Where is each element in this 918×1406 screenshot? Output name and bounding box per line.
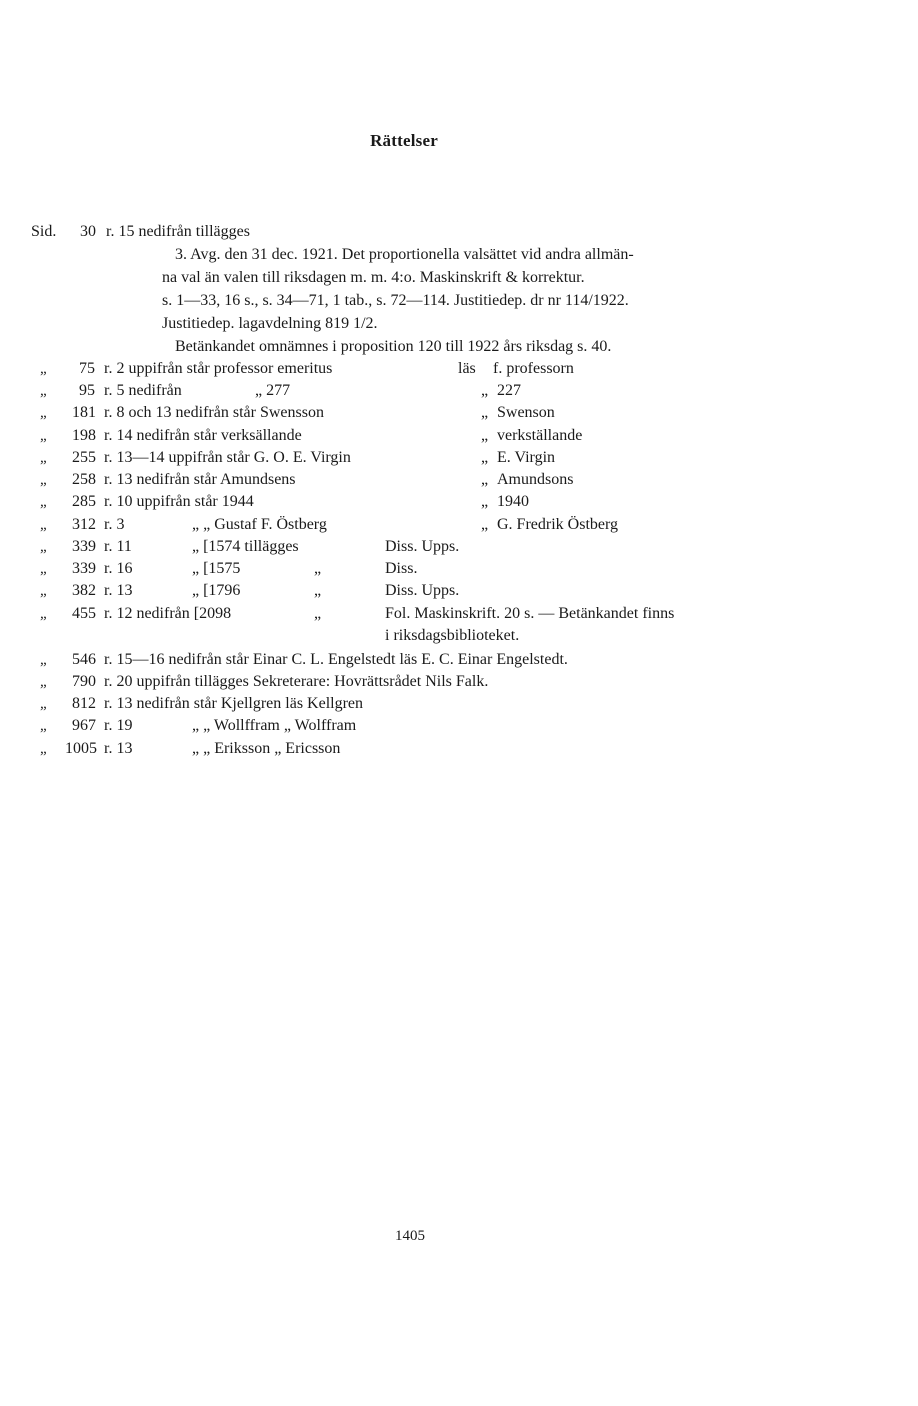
entry-ditto-text: „ „ Gustaf F. Östberg [192, 516, 327, 533]
entry-ref: r. 8 och 13 nedifrån står Swensson [104, 404, 324, 421]
entry-detail-line: Betänkandet omnämnes i proposition 120 till 1922 års riksdag s. 40. [175, 338, 612, 355]
entry-correction-label: „ [481, 471, 489, 488]
entry-ditto-text: „ [1574 tillägges [192, 538, 299, 555]
entry-page: 312 [72, 516, 96, 533]
page-number: 1405 [395, 1228, 425, 1244]
entry-ref: r. 13 nedifrån står Amundsens [104, 471, 296, 488]
entry-correction-continued: i riksdagsbiblioteket. [385, 627, 520, 644]
entry-ditto-text: „ 277 [255, 382, 291, 399]
entry-page: 812 [72, 695, 96, 712]
ditto-mark: „ [40, 450, 47, 466]
entry-ref: r. 13 nedifrån står Kjellgren läs Kellgren [104, 695, 364, 712]
entry-page: 967 [72, 717, 96, 734]
ditto-mark: „ [40, 428, 47, 444]
entry-page: 95 [79, 382, 95, 399]
entry-detail-line: 3. Avg. den 31 dec. 1921. Det proportionella valsättet vid andra allmän- [175, 246, 634, 263]
entry-correction-label: „ [481, 404, 489, 421]
ditto-mark: „ [40, 472, 47, 488]
entry-ditto-text: „ [1575 [192, 560, 241, 577]
entry-correction: 1940 [497, 493, 529, 510]
ditto-mark: „ [40, 718, 47, 734]
entry-ref: r. 5 nedifrån [104, 382, 182, 399]
ditto-mark: „ [40, 652, 47, 668]
entry-page: 75 [79, 360, 95, 377]
entry-correction-label: „ [481, 516, 489, 533]
entry-ref: r. 2 uppifrån står professor emeritus [104, 360, 333, 377]
ditto-mark: „ [40, 361, 47, 377]
entry-correction: Amundsons [497, 471, 574, 488]
entry-ditto-text: „ [314, 605, 322, 622]
ditto-mark: „ [40, 741, 47, 757]
entry-correction: G. Fredrik Östberg [497, 516, 619, 533]
ditto-mark: „ [40, 539, 47, 555]
entry-page: 285 [72, 493, 96, 510]
ditto-mark: „ [40, 517, 47, 533]
entry-ref: r. 14 nedifrån står verksällande [104, 427, 302, 444]
entry-correction: Fol. Maskinskrift. 20 s. — Betänkandet finns [385, 605, 675, 622]
entry-correction-label: „ [481, 382, 489, 399]
entry-ref: r. 11 [104, 538, 132, 555]
ditto-mark: „ [40, 405, 47, 421]
entry-detail-line: s. 1—33, 16 s., s. 34—71, 1 tab., s. 72—114. Justitiedep. dr nr 114/1922. [162, 292, 629, 309]
entry-ref: r. 12 nedifrån [2098 [104, 605, 232, 622]
ditto-mark: „ [40, 606, 47, 622]
entry-page: 1005 [65, 740, 97, 757]
ditto-mark: „ [40, 696, 47, 712]
entry-page: 255 [72, 449, 96, 466]
entry-page: 30 [80, 223, 96, 240]
entry-page: 339 [72, 538, 96, 555]
page-title: Rättelser [370, 131, 438, 150]
entry-page: 382 [72, 582, 96, 599]
entry-correction-label: „ [481, 449, 489, 466]
entry-ref: r. 19 [104, 717, 133, 734]
entry-ditto-text: „ [314, 582, 322, 599]
entry-ref: r. 15 nedifrån tillägges [106, 223, 250, 240]
entry-correction: 227 [497, 382, 521, 399]
entry-correction: Diss. [385, 560, 418, 577]
entry-ditto-text: „ „ Wollffram „ Wolffram [192, 717, 357, 734]
entry-correction: E. Virgin [497, 449, 556, 466]
entry-page: 339 [72, 560, 96, 577]
entry-page: 790 [72, 673, 96, 690]
entry-page: 455 [72, 605, 96, 622]
entry-detail-line: na val än valen till riksdagen m. m. 4:o. Maskinskrift & korrektur. [162, 269, 585, 286]
entry-ref: r. 15—16 nedifrån står Einar C. L. Engelstedt läs E. C. Einar Engelstedt. [104, 651, 568, 668]
entry-ref: r. 13 [104, 582, 133, 599]
entry-page: 181 [72, 404, 96, 421]
entry-prefix: Sid. [31, 223, 57, 240]
entry-correction: Diss. Upps. [385, 538, 460, 555]
entry-ref: r. 20 uppifrån tillägges Sekreterare: Hovrättsrådet Nils Falk. [104, 673, 489, 690]
ditto-mark: „ [40, 561, 47, 577]
entry-page: 198 [72, 427, 96, 444]
entry-ditto-text: „ [314, 560, 322, 577]
entry-ref: r. 13—14 uppifrån står G. O. E. Virgin [104, 449, 351, 466]
entry-page: 546 [72, 651, 96, 668]
entry-correction-label: „ [481, 493, 489, 510]
entry-ref: r. 13 [104, 740, 133, 757]
entry-correction: Swenson [497, 404, 555, 421]
entry-correction: f. professorn [493, 360, 574, 377]
entry-detail-line: Justitiedep. lagavdelning 819 1/2. [162, 315, 378, 332]
entry-page: 258 [72, 471, 96, 488]
ditto-mark: „ [40, 674, 47, 690]
entry-correction: Diss. Upps. [385, 582, 460, 599]
entry-ref: r. 16 [104, 560, 133, 577]
ditto-mark: „ [40, 383, 47, 399]
entry-ditto-text: „ „ Eriksson „ Ericsson [192, 740, 341, 757]
entry-ref: r. 10 uppifrån står 1944 [104, 493, 254, 510]
ditto-mark: „ [40, 583, 47, 599]
entry-ditto-text: „ [1796 [192, 582, 241, 599]
entry-correction-label: läs [458, 360, 476, 377]
ditto-mark: „ [40, 494, 47, 510]
entry-ref: r. 3 [104, 516, 125, 533]
entry-correction: verkställande [497, 427, 583, 444]
entry-correction-label: „ [481, 427, 489, 444]
